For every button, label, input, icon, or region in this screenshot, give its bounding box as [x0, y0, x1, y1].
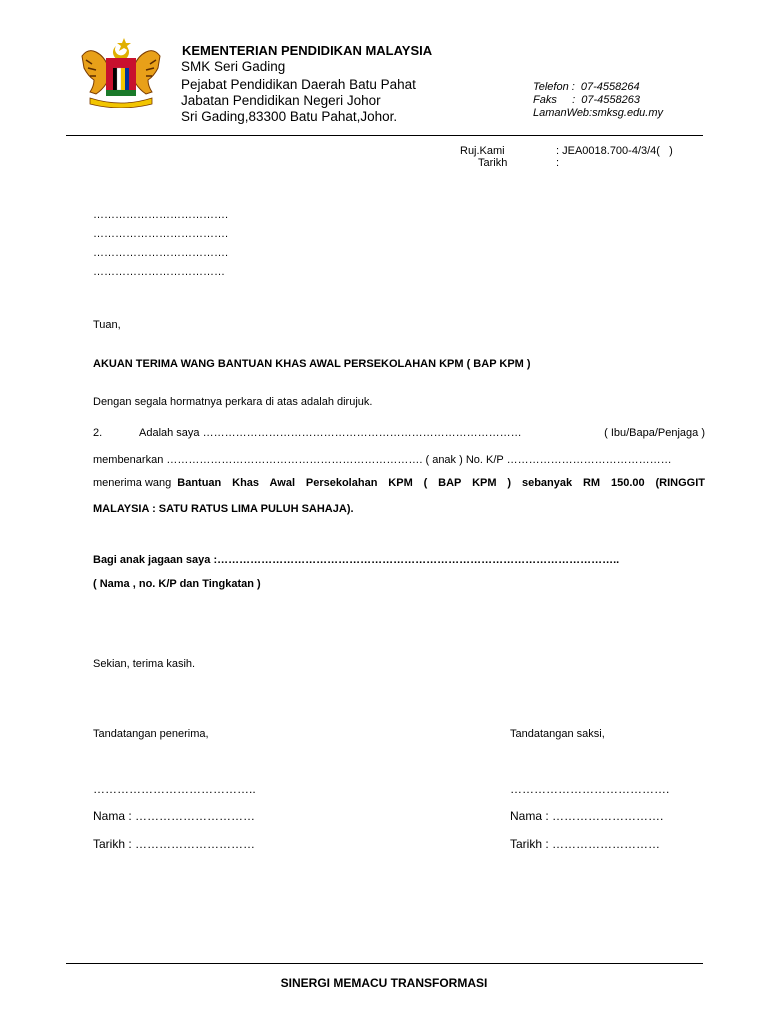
- anak-jagaan-line: Bagi anak jagaan saya :………………………………………………………………………………………………..: [93, 554, 620, 566]
- saksi-signature-line: ………………………………….: [510, 782, 670, 796]
- penerima-signature-line: …………………………………..: [93, 782, 256, 796]
- penerima-tarikh: Tarikh : …………………………: [93, 837, 256, 851]
- recipient-line: ……………………………….: [93, 228, 229, 240]
- penerima-label: Tandatangan penerima,: [93, 728, 209, 740]
- anak-jagaan-hint: ( Nama , no. K/P dan Tingkatan ): [93, 578, 261, 590]
- contact-block: [533, 81, 663, 120]
- footer-divider: [66, 963, 703, 964]
- para2-line2: [93, 454, 705, 466]
- school-name: SMK Seri Gading: [181, 59, 286, 74]
- saksi-tarikh: Tarikh : ………………………: [510, 837, 661, 851]
- ruj-kami-value: : JEA0018.700-4/3/4( ): [556, 145, 673, 157]
- penerima-nama: Nama : …………………………: [93, 809, 256, 823]
- para2-line3: [93, 477, 705, 489]
- salutation: Tuan,: [93, 319, 121, 331]
- para2-line3-bold: Bantuan Khas Awal Persekolahan KPM ( BAP KPM ) sebanyak RM 150.00 (RINGGIT: [177, 477, 705, 489]
- state-department: Jabatan Pendidikan Negeri Johor: [181, 93, 381, 108]
- recipient-line: ………………………………: [93, 266, 225, 278]
- tarikh-value: :: [556, 157, 560, 169]
- para2-line1: [93, 427, 705, 439]
- header-divider: [66, 135, 703, 136]
- tarikh-label: Tarikh: [478, 157, 508, 169]
- saksi-label: Tandatangan saksi,: [510, 728, 605, 740]
- para2-name-blank: Adalah saya ……………………………………………………………………………: [139, 427, 522, 439]
- telefon-line: Telefon : 07-4558264: [533, 81, 640, 93]
- saksi-nama: Nama : ……………………….: [510, 809, 664, 823]
- para2-line4: MALAYSIA : SATU RATUS LIMA PULUH SAHAJA).: [93, 503, 354, 515]
- reference-values: [556, 145, 673, 169]
- opening-line: Dengan segala hormatnya perkara di atas adalah dirujuk.: [93, 396, 373, 408]
- footer-motto: SINERGI MEMACU TRANSFORMASI: [280, 976, 488, 990]
- closing-line: Sekian, terima kasih.: [93, 658, 196, 670]
- para2-line3-prefix: menerima wang: [93, 477, 172, 489]
- website-line: LamanWeb:smksg.edu.my: [533, 107, 664, 119]
- district-office: Pejabat Pendidikan Daerah Batu Pahat: [181, 77, 416, 92]
- ministry-name: KEMENTERIAN PENDIDIKAN MALAYSIA: [182, 43, 433, 58]
- reference-labels: [460, 145, 507, 169]
- recipient-line: ……………………………….: [93, 247, 229, 259]
- recipient-line: ……………………………….: [93, 209, 229, 221]
- school-address: Sri Gading,83300 Batu Pahat,Johor.: [181, 109, 398, 124]
- faks-line: Faks : 07-4558263: [533, 94, 641, 106]
- ruj-kami-label: Ruj.Kami: [460, 145, 505, 157]
- malaysia-coat-of-arms-logo: [76, 36, 166, 108]
- para2-number: 2.: [93, 427, 103, 439]
- para2-line2-text: membenarkan ……………………………………………………………. ( anak ) No. K/P ………………………………………: [93, 454, 672, 466]
- para2-relation: ( Ibu/Bapa/Penjaga ): [604, 427, 705, 439]
- letter-subject: AKUAN TERIMA WANG BANTUAN KHAS AWAL PERSEKOLAHAN KPM ( BAP KPM ): [93, 358, 531, 370]
